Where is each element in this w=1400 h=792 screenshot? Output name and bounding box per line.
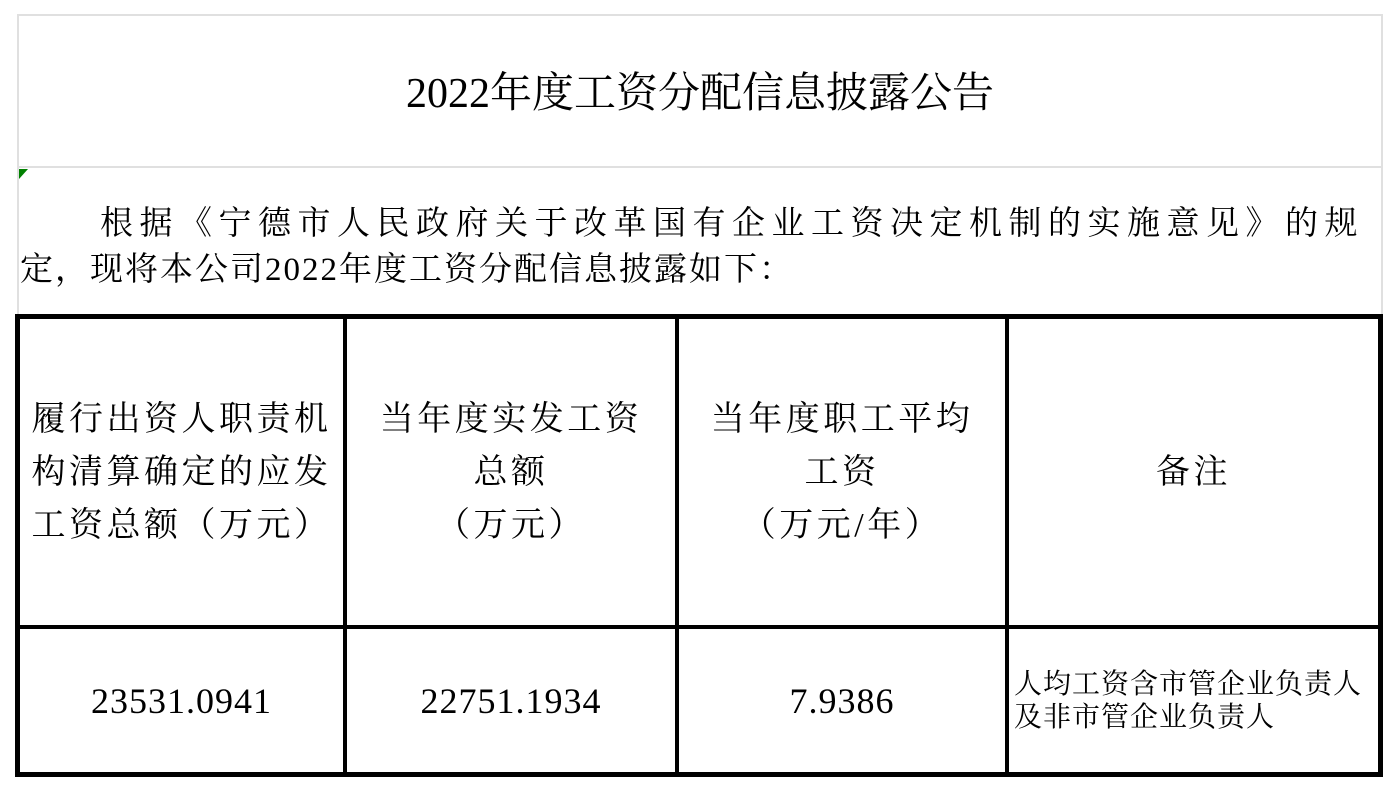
- header-line: 工资: [804, 453, 880, 491]
- gridline-horizontal-middle: [17, 166, 1383, 168]
- remark-text: 人均工资含市管企业负责人及非市管企业负责人: [1014, 668, 1363, 733]
- header-line: （万元/年）: [741, 506, 943, 544]
- cell-error-indicator-icon[interactable]: [19, 169, 28, 179]
- header-line: 工资总额（万元）: [31, 506, 332, 544]
- data-cell-average-wage[interactable]: 7.9386: [679, 629, 1005, 772]
- data-cell-remark[interactable]: [1009, 629, 1378, 772]
- gridline-vertical-left: [17, 14, 19, 314]
- header-line: 当年度职工平均: [710, 400, 974, 438]
- header-line: （万元）: [436, 506, 586, 544]
- header-line: 当年度实发工资: [379, 400, 643, 438]
- header-line: 备注: [1156, 453, 1231, 491]
- page-title[interactable]: 2022年度工资分配信息披露公告: [405, 71, 994, 117]
- data-cell-payable-total[interactable]: 23531.0941: [20, 629, 343, 772]
- header-cell-remark[interactable]: [1009, 319, 1378, 625]
- header-line: 构清算确定的应发: [31, 453, 332, 491]
- intro-paragraph-line-2: 定，现将本公司2022年度工资分配信息披露如下：: [20, 252, 794, 288]
- header-cell-average-wage[interactable]: [679, 319, 1005, 625]
- header-cell-payable-total[interactable]: [20, 319, 343, 625]
- data-cell-actual-total[interactable]: 22751.1934: [347, 629, 675, 772]
- gridline-horizontal-top: [17, 14, 1383, 16]
- header-line: 总额: [473, 453, 549, 491]
- header-cell-actual-total[interactable]: [347, 319, 675, 625]
- wage-disclosure-table: [15, 314, 1383, 777]
- header-line: 履行出资人职责机: [31, 400, 332, 438]
- intro-paragraph-line-1: 根据《宁德市人民政府关于改革国有企业工资决定机制的实施意见》的规: [100, 206, 1364, 242]
